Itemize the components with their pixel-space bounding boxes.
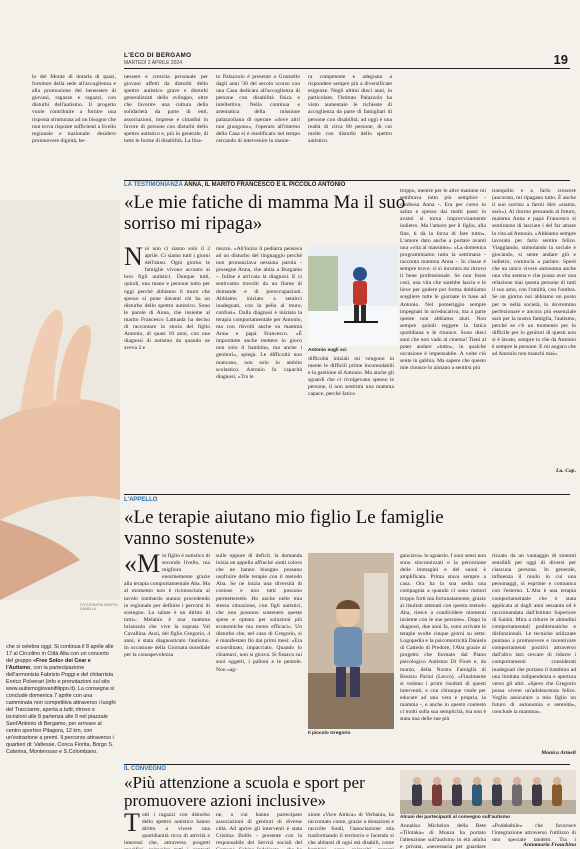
convegno-group-photo bbox=[400, 770, 576, 814]
hands-illustration bbox=[0, 200, 120, 600]
antonio-ski-photo bbox=[308, 246, 398, 346]
article1-col5: tranquillo e a farlo crescere (ancorato, mi ripagano tutto. È anche il suo sorriso a farmi dire «siamo, sarò»). Al ritorno pensando al futuro, mamma Anna e papà Francesco si sentiranno di lasciare i del far amare la vita ad Antonio. «Abbiamo sempre lavorato per farlo sentire felice. Viaggiando, stimolando la sociale e giocando, si sente andare giù e indietro, comincia a parlare. Sperò che un unico vivere autonoma anche una vita serena e che possa aver una relazione mai questa persone di tutti il suo amo, con l'umiltà, con l'ombra. Se un giorno noi abbiamo un posto per te nella società, lo dovremmo perfezionare e ancora più essenziale sarà per la nostra famiglia, l'autismo, perché se c'è un momento per lo difficile per lo genitori di questi non si è lavato, sempre io che da Antonio è sempre la persone. E mi auguro che ad Antonio non manchi mai». bbox=[492, 188, 576, 358]
article3-headline: «Più attenzione a scuola e sport per promuovere azioni inclusive» bbox=[124, 773, 365, 810]
ski-photo-illustration bbox=[308, 246, 398, 346]
article2-col4: ganciava» lo sguardo. I suoi sensi non sono sincronizzati e la percezione delle immagini e dei suoni è amplificata. Prima stava sempre a casa. Ora ha la sua sedia una compagnia a quando ci sono rumori troppo forti ma fortunatamente, grazie ai risultati ottenuti con questo metodo Aba, riesce a condividere momenti insieme con le sue persone». Dopo la diagnosi, due anni fa, sono arrivate le terapie svolte cinque giorni su sette. Logopedia e la psicomotricità Daniela di Cattedo di Predore, l'Aba grazie al progetto che formato dal Piano psicologico Autismo Di Fiore e, da marzo, della Nostra Famiglia di Bosisio Parini (Lecco). «Finalmente si vedono i primi risultati di questi interventi, e con chiunque vuole per educare ad una vera e propria, la mamma -, e anche in questo contesto ci molti sulla sua semplicità, ma non è stata una delle sue più bbox=[400, 553, 486, 723]
top-article-col4: ra competente e adeguata a rispondere sempre più a diversificate esigenze. Negli ultimi dieci anni, in particolare, l'Istituto Palazzolo ha visto aumentare le richieste di accoglienza da parte di famigliari di persone con disabilità; ad oggi è una realtà di circa 80 persone, di cui molte con disturbi dello spettro autistico. bbox=[308, 74, 392, 144]
article3-col2: ne, a cui hanno partecipato associazioni di genitori di diverse città. Ad aprire gli interventi è stata Cristina Bollis - presente con la responsabile dei Servizi sociali del bbox=[216, 812, 302, 847]
article1-col2: mezzo. «All'inizio il pediatra pensava ad un disturbo del linguaggio perché non pronunciava nessuna parola - prosegue Anna, che abita a Borgamo -. Infine è arrivata la diagnosi. E ci sentivamo travolti da un fiume di domande e di preoccupazioni. Abbiamo iniziato a sentirci inadeguati, con la pella al muro, confusi». Dalla diagnosi è iniziata la terapia comportamentale per Antonio, ma con risvolti anche su mamma Anna e papà Francesco. «È importante anche mettere in gioco non solo il bambino, ma anche i genitori», spiega. Le difficoltà non mancano, non solo in ambito scolastico. Antonio fa capacità diagnosi, «Tra le bbox=[216, 246, 302, 380]
article1-col3: difficoltà iniziali mi vengono in mente le difficili prime incomodabili e la gestione di Antonio. Ma anche gli sguardi che ci rivolgevano spesso le persone, il non sentirmi una mamma capace, perché fatico bbox=[308, 356, 394, 398]
article3-dropcap: T bbox=[124, 812, 140, 837]
article1-kicker-rest: ANNA, IL MARITO FRANCESCO E IL PICCOLO ANTONIO bbox=[184, 182, 346, 188]
masthead bbox=[0, 0, 580, 66]
sidebox-rest: , con la partecipazione dell'armonista Fabrizio Poggi e del chitarrista Enrico Polverari (info e prenotazioni sul sito www.autismogiovanifilippo.it). La consegna si conclude domenica 7 aprile con una camminata non competitiva attraverso i luoghi del Tracciamo, aperta a tutti; ritrovo e iscrizioni alle 8 partenza alle 9 nel piazzale Sant'Antonio di Bergamo, per arrivare al centro sportivo Pitagora, 12 km, con un'estrazione a premi. Il percorso attraverso i quartieri di: Valtesse, Conca Fiorita, Borgo S. Caterina, Monterosso e S.Colombano. bbox=[6, 665, 116, 755]
issue-date: MARTEDÌ 2 APRILE 2024 bbox=[124, 60, 182, 66]
event-sidebox bbox=[6, 644, 116, 756]
sidebox-bold: «Free Solo» dei Cear e l'Autismo bbox=[6, 658, 91, 671]
article3-col1 bbox=[124, 812, 210, 849]
article3-photo-caption: Alcuni dei partecipanti al convegno sull'autismo bbox=[400, 815, 510, 820]
article1-headline: «Le mie fatiche di mamma Ma il suo sorriso mi ripaga» bbox=[124, 192, 406, 234]
article2-top-rule bbox=[124, 494, 570, 495]
article3-signature: Annamaria Frauchina bbox=[523, 842, 576, 848]
article2-col2: sulle oppure di deficit, la domanda inizia un appello affinché «tutti coloro che ne hanno bisogno possano usufruire delle terapie con il metodo Aba. Se ne inizia una diversità di costose e non tutti possono permettersele. Ho anche nelle mia stessa situazione, con figli autistici, che non possono sostenere queste spese e optano per soluzioni più economiche ma meno efficaci». Un disturbo che, nel caso di Gregorio, si è manifestato fin dai primi mesi: «Era scoordinato, impacciato. Quando lo chiamavi, non si girava. Si fissava sui suoi oggetti, i palloni e le pentole. Non «ag- bbox=[216, 553, 302, 673]
article2-col5: rizzato da un vantaggio di sintomi sensibili per oggi di diversi per ciascuna persona. In generale, influenza il modo in cui una personaggi, si esprime e comunica con l'esterno. L'Aba è una terapia comportamentale che è stata applicata ai dagli anni sessanta ed è raccomandata dall'Istituto Superiore di Sanità. Mira a ridurre le abitudini comportamentali problematiche e disfunzionali. Le tecniche utilizzate puntano a promuovere e incentivare comportamenti positivi attraverso dall'altro lato cercare di ridurre i comportamenti considerati inadeguati che portano il bambino ad una limitata indipendenza e apertura verso gli altri. «Spero che Gregorio possa vivere un'adolescenza felice. Voglio assicurare a mio figlio un futuro di autonomia e serenità», conclude la mamma». bbox=[492, 553, 576, 716]
top-article-col3: to Palazzolo è presente a Grumello dagli anni '30 del secolo scorso con una Casa dedicata all'accoglienza di persone con disabilità fisica e intellettiva. Nella continua e artematica della missione palazzoliana di operare «dove altri non giungono», l'operato all'interno della Casa si è modificato nel tempo cercando di intervenire in manie- bbox=[216, 74, 300, 144]
sidebox-lead: che si celebra oggi. Si continua il 8 aprile alle 17 al Circolino in Città Alta con un concerto del gruppo bbox=[6, 644, 114, 664]
article1-signature: Lu. Cap. bbox=[555, 468, 576, 474]
article2-photo-caption: Il piccolo Gregorio bbox=[308, 731, 351, 736]
article2-headline: «Le terapie aiutano mio figlio Le famiglie vanno sostenute» bbox=[124, 507, 444, 549]
masthead-rule bbox=[124, 68, 570, 69]
article2-dropcap: «M bbox=[124, 553, 161, 578]
article3-col5: «Podababile» che favorisce l'integrazione attraverso l'utilizzo di uno speciale tandem. Tra i bbox=[492, 823, 576, 843]
article1-col4: troppo, mentre per le altre mamme mi sembrava tutto più semplice - confessa Anna -. Era per corso in salita e spesso dai molti passi in avanti si torna improvvisamente indietro. Ma l'amore per il figlio, alla fine, ti dà la forza di fare tutto». L'amore dato anche a portare avanti una «vita al massimo». «La domenica programmiamo tutta la settimana - racconta mamma Anna -. In classe è sempre trovo: ci si incontra mi ritrovo il bene professionale. Se non fosse così, una vita che sarebbe lascia e le lieve per godere per forma dobbiamo scegliere tutte le giornate in base ad Antonio. Nel pomeriggio sempre impegnati in un'educativa, ma a parte queste non abbiamo aiuti. Non sempre quindi reggere la fatica quotidiana e le rinunce. Sono dieci anni che non vado al cinema! Tieni al poter andare «tutto», in qualche occasione è impensabile. A volte ciò sente in gabbia. Ma sapere che questo mie rinunce lo aiutano a sentirsi più bbox=[400, 188, 486, 372]
child-photo-illustration bbox=[308, 553, 394, 729]
article1-photo-caption: Antonio sugli sci bbox=[308, 348, 347, 353]
gregorio-photo bbox=[308, 553, 394, 729]
top-article-col2: nessere e crescita personale per giovani affetti da disturbi dello spettro autistico grave e disturbi generalizzati dello sviluppo, oltre che favorire una cultura della solidarietà da parte di enti, associazioni, imprese e cittadini in favore di persone con disturbi dello spettro autistico e, più in generale, di tutte le forme di disabilità. La fina- bbox=[124, 74, 208, 144]
article3-col4: Annalisa Michelon della Rete «Tilotaka» di Monza ha portato l'attenzione sull'autismo in età adulta e privata, «necessaria per guardare bbox=[400, 823, 486, 849]
article2-col1 bbox=[124, 553, 210, 757]
article1-col1 bbox=[124, 246, 210, 474]
article1-dropcap: N bbox=[124, 246, 143, 271]
article2-signature: Monica Armeli bbox=[541, 750, 576, 756]
newspaper-name: L'ECO DI BERGAMO bbox=[124, 52, 192, 59]
article3-kicker: IL CONVEGNO bbox=[124, 766, 166, 772]
page-number: 19 bbox=[553, 52, 568, 67]
article3-col1-text: utti i ragazzi con disturbo dello spettro autistico hanno diritto a vivere una quotidianità ricca di attività e interessi che, attraverso progetti bbox=[124, 812, 210, 847]
article2-kicker: L'APPELLO bbox=[124, 497, 158, 503]
article3-top-rule bbox=[124, 764, 570, 765]
top-article-col1: lo del Monte di dotarla di spazi, forniture della sede all'accoglienza e alla promozione del benessere di giovani, ragazze e ragazzi, con disturbi dell'autismo. Il progetto vuole contribuire a fornire una risposta strutturata ad un bisogno che non trova risposte sufficienti a livello regionale e nazionale: desidero promuovere dignità, be- bbox=[32, 74, 116, 144]
article1-kicker-label: LA TESTIMONIANZA bbox=[124, 182, 183, 188]
article3-col3: zione «Voce Amica» di Verbania, ha raccontato come, grazie a donazioni e raccolte fondi, l'associazione stia trasformando il territorio e facendo sì che abitanti di ogni età disabili, come bbox=[308, 812, 394, 847]
article1-top-rule bbox=[124, 180, 570, 181]
group-photo-illustration bbox=[400, 770, 576, 814]
article1-col1-text: oi non ci siamo solo il 2 aprile. Ci siamo tutti i giorni dell'anno. Ogni giorno le famiglie vivono accanto ai loro figli autistici. Dunque tutti, quindi, una mano e persone tutto per oggi perché abbiamo il muro che spesso si pone davanti chi ha un disturbo dello spettro autistico. Sono le parole di Anna, che insieme al marito Francesco Lattuada ha deciso di raccontare la storia del figlio Antonio, di quasi 10 anni, con una diagnosi di autismo da quando ne aveva 2 e bbox=[124, 246, 210, 352]
article2-col1-text: io figlio è autistico di secondo livello, ma migliora enormemente grazie alla terapia comportamentale Aba. Ma al momento non è riconosciuta ai tavolo lombardo stanno procedendo in regionale per definire i percorsi di sostegno. La salute è un diritto di tutti». Melania è una mamma brianzola che vive la soprata Val Cavallina. Anzi, del figlio Gregorio, 4 anni, è stata diagnosticato l'autismo. In occasione della Giornata mondiale per la consapevolezza bbox=[124, 553, 210, 659]
article2-photo-credit: FOTOGRAFIA MARTIN DANELLA bbox=[80, 603, 118, 611]
hands-photo bbox=[0, 200, 120, 600]
